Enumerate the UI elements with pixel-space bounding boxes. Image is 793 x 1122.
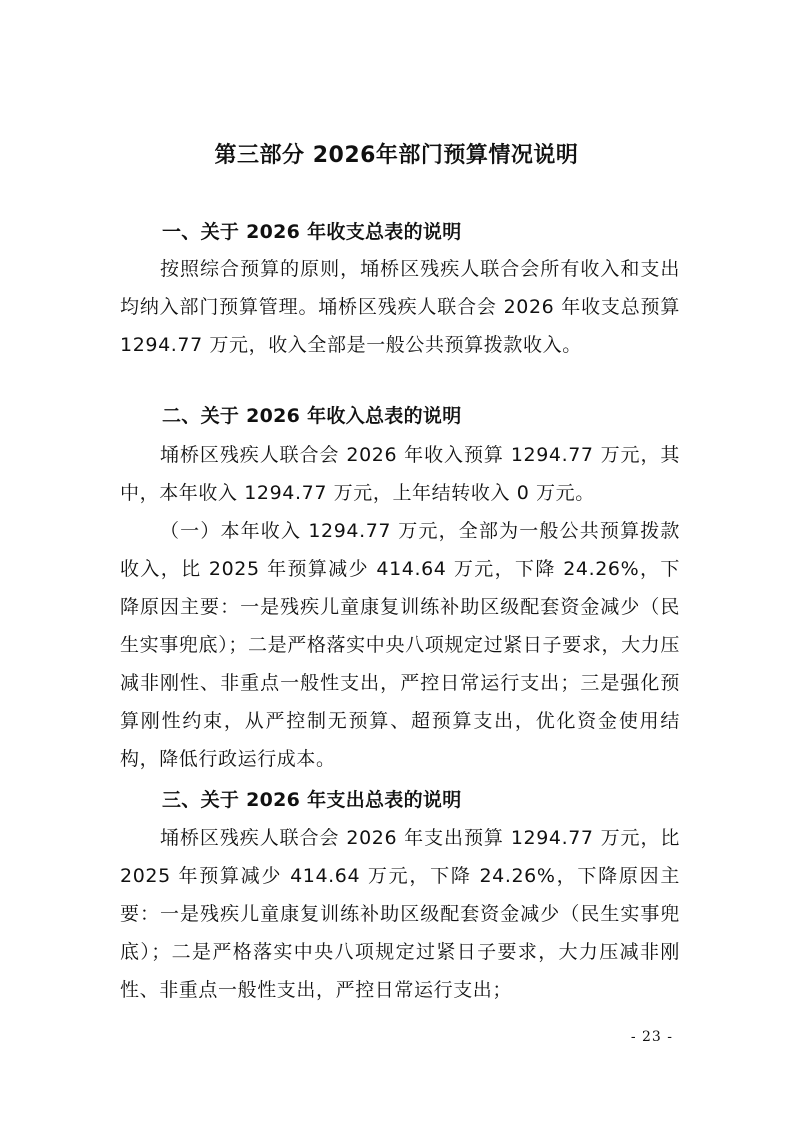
section-heading-3: 三、关于 2026 年支出总表的说明 (162, 789, 462, 811)
section-1-paragraph-1: 按照综合预算的原则，埇桥区残疾人联合会所有收入和支出均纳入部门预算管理。埇桥区残疾人联合会 2026 年收支总预算 1294.77 万元，收入全部是一般公共预算拨款收入。 (120, 258, 680, 356)
section-heading-1: 一、关于 2026 年收支总表的说明 (162, 221, 462, 243)
page-title: 第三部分 2026年部门预算情况说明 (214, 143, 579, 168)
section-2-paragraph-2: （一）本年收入 1294.77 万元，全部为一般公共预算拨款收入，比 2025 年预算减少 414.64 万元，下降 24.26%，下降原因主要：一是残疾儿童康复训练补助区级配套资金减少（民生实事兜底）；二是严格落实中央八项规定过紧日子要求，大力压减非刚性、非重点一般性支出，严控日常运行支出；三是强化预算刚性约束，从严控制无预算、超预算支出，优化资金使用结构，降低行政运行成本。 (120, 520, 680, 770)
section-heading-2: 二、关于 2026 年收入总表的说明 (162, 405, 462, 427)
page-number: - 23 - (630, 1029, 673, 1045)
section-2-paragraph-1: 埇桥区残疾人联合会 2026 年收入预算 1294.77 万元，其中，本年收入 1294.77 万元，上年结转收入 0 万元。 (120, 444, 680, 504)
section-3-paragraph-1: 埇桥区残疾人联合会 2026 年支出预算 1294.77 万元，比 2025 年预算减少 414.64 万元，下降 24.26%，下降原因主要：一是残疾儿童康复训练补助区级配套资金减少（民生实事兜底）；二是严格落实中央八项规定过紧日子要求，大力压减非刚性、非重点一般性支出，严控日常运行支出； (120, 827, 680, 1001)
